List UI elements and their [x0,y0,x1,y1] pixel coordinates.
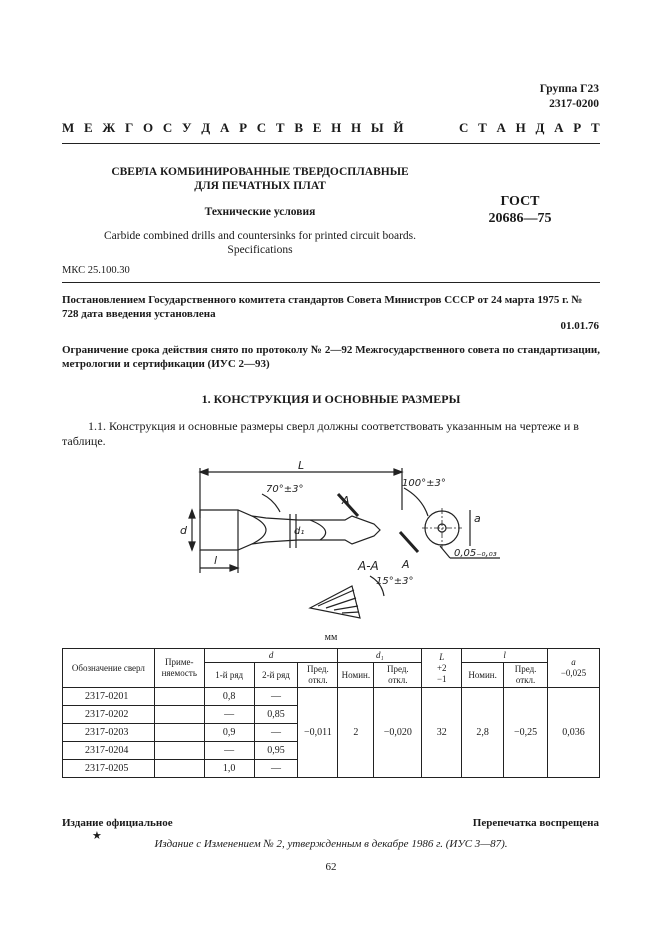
banner-letter: Е [84,120,93,135]
leader-line [440,546,450,558]
banner-letter: Й [393,120,404,135]
banner-letter: А [496,120,506,135]
header-designation: Обозначение сверл [63,649,155,688]
mks-code: МКС 25.100.30 [62,265,130,276]
document-subtitle: Технические условия [204,206,316,218]
cell-row2: — [254,724,298,742]
cell-applicability [154,706,204,724]
cell-designation: 2317-0205 [63,760,155,778]
header-L-group [422,649,462,688]
banner-letter: Д [201,120,211,135]
hatch [342,612,359,613]
banner-letter: О [143,120,154,135]
label-L: L [298,459,305,472]
flute-curve [252,516,266,544]
banner-letter: Г [125,120,134,135]
cell-row1: — [204,742,254,760]
cell-row1: 1,0 [204,760,254,778]
page-number: 62 [325,861,337,873]
banner-letter: У [182,120,192,135]
group-code: Группа Г23 [539,83,599,95]
gost-number-block [480,193,560,227]
cell-designation: 2317-0201 [63,688,155,706]
cell-applicability [154,724,204,742]
label-section-A-bottom: A [402,558,410,571]
label-d1: d₁ [294,526,305,537]
header-rule [62,143,600,144]
header-row2: 2-й ряд [254,663,298,688]
cell-l-nom: 2,8 [462,688,504,778]
cell-l-dev: −0,25 [504,688,548,778]
banner-letter: С [162,120,173,135]
cell-L: 32 [422,688,462,778]
header-l-dev: Пред. откл. [504,663,548,688]
arrowhead [189,542,195,550]
cell-designation: 2317-0202 [63,706,155,724]
arrowhead [200,469,208,475]
banner-letter: Д [535,120,545,135]
cell-d-dev: −0,011 [298,688,338,778]
cell-row2: 0,85 [254,706,298,724]
label-tolerance: 0,05₋₀,₀₃ [454,548,497,559]
angle-arc-70 [262,494,280,512]
label-d: d [180,524,187,537]
header-d1-dev: Пред. откл. [374,663,422,688]
banner-letter: Р [239,120,248,135]
cell-row1: 0,9 [204,724,254,742]
table-row [63,688,600,706]
document-title [90,165,430,193]
header-d: d [204,649,338,663]
restriction-text: Ограничение срока действия снято по протоколу № 2—92 Межгосударственного совета по стандартизации, метрологии и сертификации (ИУС 2—93) [62,344,600,370]
cell-d1-dev: −0,020 [374,688,422,778]
banner-letter: Ж [102,120,116,135]
reprint-prohibited-label: Перепечатка воспрещена [472,817,599,829]
header-d1: d₁ [338,649,422,663]
cell-applicability [154,688,204,706]
banner-letter: С [458,120,469,135]
label-l: l [214,554,218,567]
banner-gap [413,120,449,136]
header-d1-nom: Номин. [338,663,374,688]
banner-letter: А [554,120,564,135]
table-unit: мм [324,632,338,643]
banner-letter: Н [331,120,342,135]
section-heading: 1. КОНСТРУКЦИЯ И ОСНОВНЫЕ РАЗМЕРЫ [201,392,461,406]
official-edition-label: Издание официальное [62,817,173,829]
title-line: ДЛЯ ПЕЧАТНЫХ ПЛАТ [194,180,326,192]
gost-number: 20686—75 [488,211,552,226]
banner-letter: Е [312,120,322,135]
drill-technical-drawing [170,458,510,628]
banner-letter: Т [590,120,600,135]
header-a-group [548,649,600,688]
header-d-dev: Пред. откл. [298,663,338,688]
section-cut-line [400,532,418,552]
english-title-line: Carbide combined drills and countersinks for printed circuit boards. [103,230,417,242]
english-title [80,229,440,257]
banner-letter: Н [351,120,362,135]
label-a: a [474,512,481,525]
amendment-note: Издание с Изменением № 2, утвержденным в декабре 1986 г. (ИУС 3—87). [154,838,508,850]
cell-applicability [154,760,204,778]
arrowhead [230,565,238,571]
dimensions-table [62,648,600,778]
label-angle-70: 70°±3° [266,484,304,495]
body-paragraph: 1.1. Конструкция и основные размеры сверл должны соответствовать указанным на чертеже и в таблице. [62,419,579,448]
banner-letter: Н [515,120,526,135]
cell-row1: 0,8 [204,688,254,706]
catalog-code: 2317-0200 [549,98,599,110]
label-section-A: A [342,494,350,507]
gost-label: ГОСТ [500,194,540,209]
header-l-nom: Номин. [462,663,504,688]
banner-letter: С [256,120,267,135]
effective-date: 01.01.76 [560,320,599,332]
cell-row2: 0,95 [254,742,298,760]
header-L-tolerance: +2 −1 [436,662,447,684]
banner-letter: В [294,120,303,135]
cell-row1: — [204,706,254,724]
header-a-tolerance: −0,025 [560,668,587,678]
section-rule [62,282,600,283]
decree-text: Постановлением Государственного комитета стандартов Совета Министров СССР от 24 марта 1975 г. № 728 дата введения установлена [62,294,583,320]
interstate-standard-banner [62,120,600,136]
cell-designation: 2317-0203 [63,724,155,742]
arrowhead [394,469,402,475]
header-L: L [439,651,445,662]
document-group-header [540,82,599,112]
arrowhead [189,510,195,518]
cell-row2: — [254,688,298,706]
banner-letter: А [219,120,230,135]
cell-a: 0,036 [548,688,600,778]
label-angle-15: 15°±3° [376,576,414,587]
cell-row2: — [254,760,298,778]
english-title-line: Specifications [227,244,293,256]
star-icon: ★ [92,830,102,842]
header-row1: 1-й ряд [204,663,254,688]
hatch [318,590,354,606]
label-angle-100: 100°±3° [402,478,446,489]
banner-letter: Р [573,120,582,135]
hatch [334,606,358,610]
banner-letter: М [62,120,75,135]
banner-letter: Ы [370,120,384,135]
flute-curve [310,520,326,540]
label-section-AA: A-A [358,559,379,573]
header-a: a [571,657,576,667]
banner-letter: Т [478,120,487,135]
cell-applicability [154,742,204,760]
title-line: СВЕРЛА КОМБИНИРОВАННЫЕ ТВЕРДОСПЛАВНЫЕ [111,166,409,178]
cell-designation: 2317-0204 [63,742,155,760]
angle-arc-100 [404,488,428,516]
header-applicability: Приме- няемость [154,649,204,688]
banner-letter: Т [275,120,285,135]
cell-d1-nom: 2 [338,688,374,778]
header-l: l [462,649,548,663]
